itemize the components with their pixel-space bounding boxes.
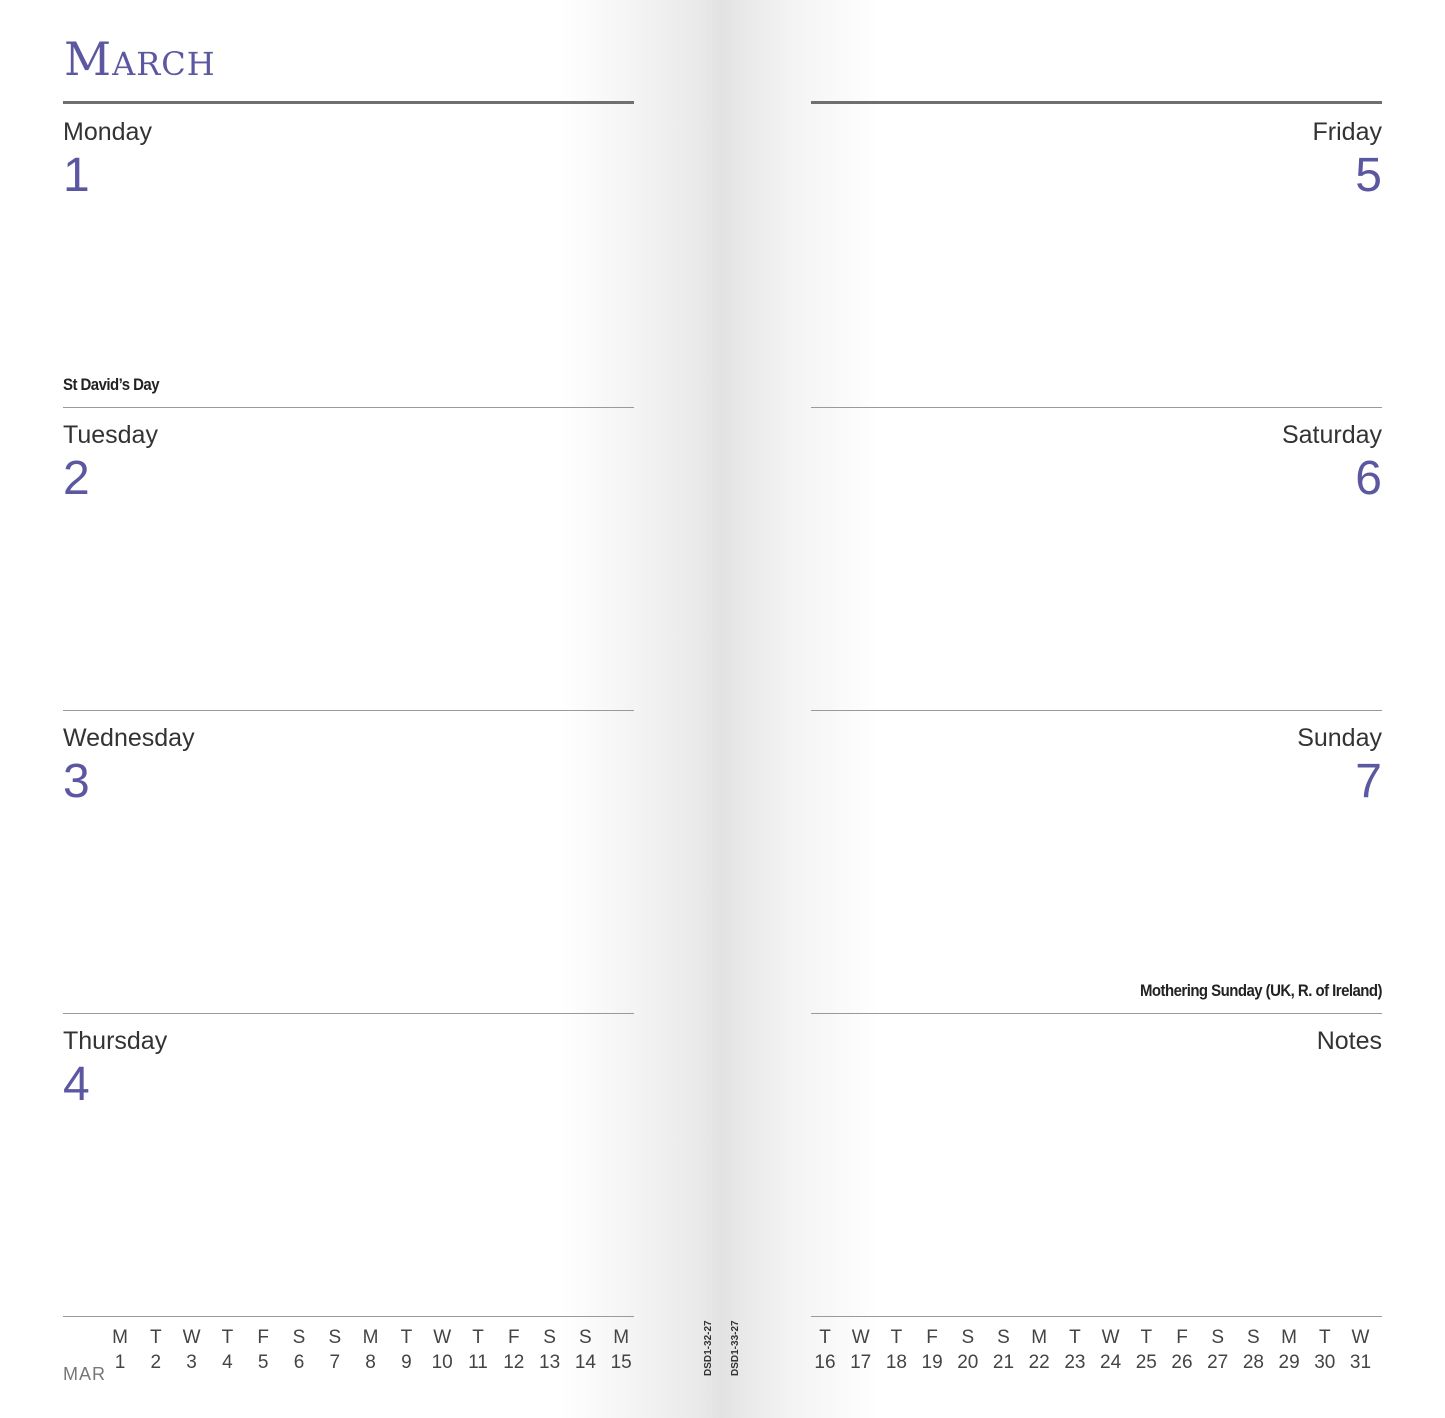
mini-calendar-weekday: M [613,1327,630,1348]
mini-calendar-date: 6 [293,1352,305,1373]
day-number: 3 [63,755,90,808]
mini-calendar-weekday: S [997,1327,1010,1348]
day-cell-sunday[interactable] [811,710,1382,1013]
mini-calendar-date: 7 [329,1352,341,1373]
day-number: 4 [63,1058,90,1111]
day-number: 6 [1355,452,1382,505]
mini-calendar-weekday: W [1351,1327,1370,1348]
mini-calendar-date: 3 [186,1352,197,1373]
mini-calendar-weekday: M [362,1327,379,1348]
month-title: March [64,32,216,86]
mini-calendar-weekdays [807,1327,1387,1351]
mini-calendar-weekday: W [851,1327,870,1348]
mini-calendar-weekday: T [472,1327,484,1348]
mini-calendar-date: 16 [814,1352,836,1373]
mini-calendar-weekday: T [221,1327,234,1348]
mini-calendar-date: 2 [150,1352,162,1373]
mini-calendar-date: 22 [1028,1352,1050,1373]
mini-calendar-left [63,1327,643,1387]
mini-calendar-weekday: S [543,1327,556,1348]
mini-calendar-date: 11 [468,1352,488,1373]
mini-calendar-weekdays [63,1327,643,1351]
day-cell-saturday[interactable] [811,407,1382,710]
day-number: 1 [63,149,90,202]
mini-calendar-weekday: S [1247,1327,1260,1348]
mini-calendar-date: 8 [365,1352,376,1373]
mini-calendar-weekday: S [961,1327,975,1348]
mini-calendar-date: 20 [957,1352,979,1373]
mini-calendar-weekday: M [1031,1327,1048,1348]
mini-calendar-weekday: T [1140,1327,1153,1348]
mini-calendar-date: 10 [431,1352,453,1373]
mini-calendar-weekday: M [1281,1327,1297,1348]
day-cell-monday[interactable] [63,104,634,407]
day-cell-friday[interactable] [811,104,1382,407]
mini-calendar-weekday: T [1318,1327,1331,1348]
day-cell-wednesday[interactable] [63,710,634,1013]
notes-label: Notes [1316,1027,1382,1055]
day-number: 5 [1355,149,1382,202]
mini-calendar-date: 26 [1171,1352,1193,1373]
mini-calendar-date: 13 [539,1352,561,1373]
mini-calendar-date: 17 [850,1352,872,1373]
mini-calendar-weekday: F [257,1327,269,1348]
mini-calendar-weekday: T [890,1327,903,1348]
mini-calendar-date: 18 [885,1352,907,1373]
mini-calendar-right [807,1327,1387,1387]
mini-calendar-date: 21 [992,1352,1015,1373]
day-name: Sunday [1297,724,1382,752]
day-divider [811,1316,1382,1317]
day-divider [63,1316,634,1317]
mini-calendar-date: 15 [610,1352,632,1373]
mini-calendar-weekday: F [926,1327,938,1348]
mini-calendar-weekday: S [292,1327,306,1348]
mini-calendar-weekday: T [1069,1327,1081,1348]
mini-calendar-date: 9 [401,1352,412,1373]
day-number: 2 [63,452,90,505]
mini-calendar-date: 23 [1064,1352,1086,1373]
day-name: Thursday [63,1027,168,1055]
mini-calendar-date: 14 [574,1352,596,1373]
day-number: 7 [1355,755,1382,808]
mini-calendar-weekday: F [1176,1327,1188,1348]
day-cell-thursday[interactable] [63,1013,634,1316]
print-code-right: DSD1-33-27 [730,1320,741,1376]
print-code-left: DSD1-32-27 [703,1320,714,1376]
mini-calendar-date: 4 [222,1352,233,1373]
mini-calendar-weekday: W [433,1327,452,1348]
mini-calendar-date: 5 [257,1352,269,1373]
mini-calendar-weekday: S [1211,1327,1225,1348]
day-name: Saturday [1281,421,1382,449]
mini-calendar-weekday: M [112,1327,128,1348]
left-page [0,0,722,1418]
mini-calendar-date: 24 [1100,1352,1122,1373]
mini-calendar-dates [807,1352,1387,1376]
mini-calendar-date: 28 [1242,1352,1264,1373]
mini-calendar-weekday: T [819,1327,831,1348]
mini-calendar-weekday: W [182,1327,201,1348]
mini-calendar-weekday: T [400,1327,413,1348]
mini-calendar-date: 12 [503,1352,525,1373]
mini-calendar-date: 29 [1278,1352,1300,1373]
mini-calendar-date: 19 [921,1352,943,1373]
day-name: Wednesday [63,724,195,752]
day-name: Friday [1312,118,1382,146]
mini-calendar-weekday: F [507,1327,520,1348]
right-page [723,0,1445,1418]
holiday-label: Mothering Sunday (UK, R. of Ireland) [1140,981,1382,1000]
holiday-label: St David’s Day [63,375,159,394]
mini-calendar-date: 25 [1135,1352,1157,1373]
day-name: Tuesday [63,421,158,449]
mini-calendar-date: 31 [1349,1352,1372,1373]
mini-calendar-weekday: S [328,1327,342,1348]
mini-calendar-dates [63,1352,643,1376]
day-cell-tuesday[interactable] [63,407,634,710]
mini-calendar-weekday: T [149,1327,162,1348]
notes-cell[interactable] [811,1013,1382,1316]
mini-calendar-weekday: W [1101,1327,1120,1348]
mini-calendar-date: 27 [1207,1352,1229,1373]
mini-calendar-date: 1 [114,1352,126,1373]
mini-calendar-month-label: MAR [63,1364,106,1384]
mini-calendar-weekday: S [579,1327,592,1348]
mini-calendar-date: 30 [1314,1352,1336,1373]
day-name: Monday [63,118,152,146]
